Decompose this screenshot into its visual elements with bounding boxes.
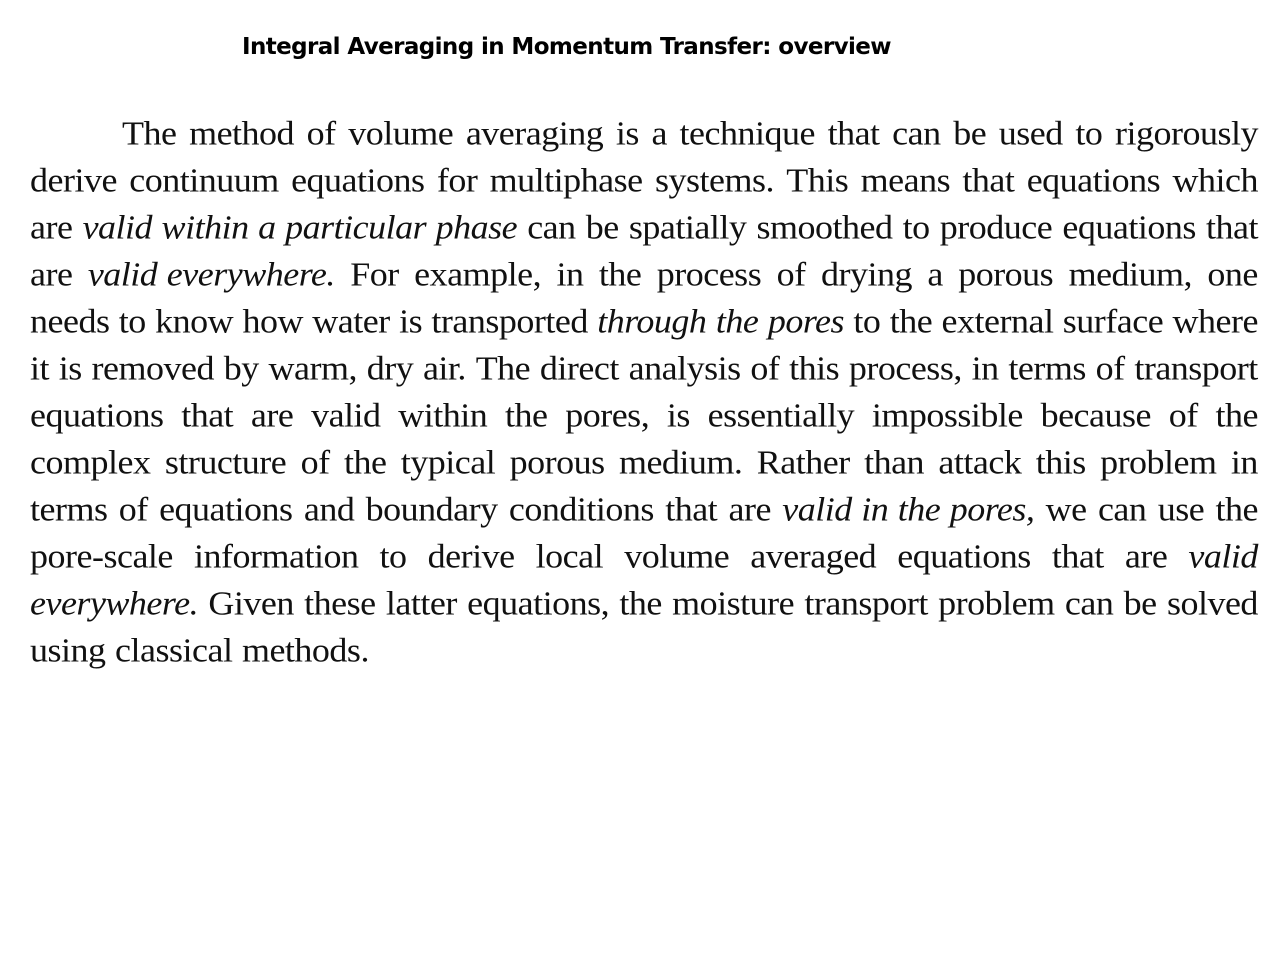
paragraph-line-10: pore-scale information to derive local volume averaged equations that are valid (30, 534, 1258, 579)
italic-phrase: valid everywhere. (87, 255, 335, 294)
paragraph-line-4: are valid everywhere. For example, in the process of drying a porous medium, one (30, 252, 1258, 297)
paragraph-line-12: using classical methods. (30, 631, 369, 670)
paragraph-line-7: equations that are valid within the pores, is essentially impossible because of the (30, 396, 1258, 435)
paragraph-line-8: complex structure of the typical porous medium. Rather than attack this problem in (30, 443, 1258, 482)
italic-phrase: everywhere. (30, 584, 199, 623)
paragraph-line-1: The method of volume averaging is a technique that can be used to rigorously (122, 114, 1258, 153)
paragraph-line-2: derive continuum equations for multiphase systems. This means that equations which (30, 161, 1258, 200)
body-paragraph (30, 110, 1258, 674)
paragraph-line-6: it is removed by warm, dry air. The direct analysis of this process, in terms of transport (30, 349, 1258, 388)
italic-phrase: valid in the pores, (782, 490, 1035, 529)
slide-title: Integral Averaging in Momentum Transfer: overview (242, 34, 891, 60)
paragraph-line-11: everywhere. Given these latter equations, the moisture transport problem can be solved (30, 581, 1258, 626)
italic-phrase: valid (1188, 537, 1258, 576)
paragraph-line-5: needs to know how water is transported through the pores to the external surface where (30, 299, 1258, 344)
italic-phrase: valid within a particular phase (82, 208, 518, 247)
paragraph-line-3: are valid within a particular phase can be spatially smoothed to produce equations that (30, 205, 1258, 250)
paragraph-line-9: terms of equations and boundary conditions that are valid in the pores, we can use the (30, 487, 1258, 532)
italic-phrase: through the pores (597, 302, 845, 341)
